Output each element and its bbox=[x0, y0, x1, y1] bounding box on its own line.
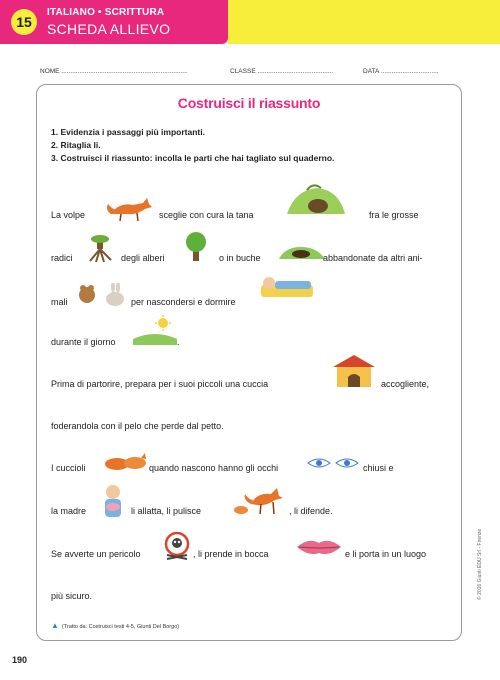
instruction-3: 3. Costruisci il riassunto: incolla le parti che hai tagliato sul quaderno. bbox=[51, 153, 335, 163]
text-segment: abbandonate da altri ani- bbox=[323, 253, 423, 263]
tree-icon bbox=[181, 231, 211, 263]
text-segment: quando nascono hanno gli occhi bbox=[149, 463, 279, 473]
source-note bbox=[51, 621, 179, 630]
cubs-icon bbox=[103, 451, 149, 473]
header-band bbox=[228, 0, 500, 44]
text-segment: mali bbox=[51, 297, 68, 307]
text-segment: , li difende. bbox=[289, 506, 333, 516]
text-segment: fra le grosse bbox=[369, 210, 419, 220]
exercise-box bbox=[36, 84, 462, 641]
page-number: 190 bbox=[12, 655, 28, 665]
text-segment: degli alberi bbox=[121, 253, 165, 263]
header-bar bbox=[0, 0, 228, 44]
text-segment: li allatta, li pulisce bbox=[131, 506, 202, 516]
nursing-icon bbox=[99, 484, 127, 520]
instruction-1: 1. Evidenzia i passaggi più importanti. bbox=[51, 127, 205, 137]
fox-icon bbox=[105, 196, 155, 222]
exercise-title: Costruisci il riassunto bbox=[177, 95, 321, 111]
text-segment: durante il giorno bbox=[51, 337, 116, 347]
sleeping-icon bbox=[257, 271, 317, 301]
date-field[interactable]: DATA ................................ bbox=[363, 68, 439, 75]
text-segment: chiusi e bbox=[363, 463, 394, 473]
text-segment: Prima di partorire, prepara per i suoi piccoli una cuccia bbox=[51, 379, 269, 389]
eyes-icon bbox=[335, 457, 359, 469]
text-segment: e li porta in un luogo bbox=[345, 549, 427, 559]
instructions bbox=[51, 126, 334, 165]
copyright: © 2016 Giunti EDU Srl - Firenze bbox=[477, 528, 483, 600]
text-segment: radici bbox=[51, 253, 73, 263]
arrow-icon: ▲ bbox=[51, 621, 59, 630]
text-segment: più sicuro. bbox=[51, 591, 93, 601]
text-segment: foderandola con il pelo che perde dal petto. bbox=[51, 421, 224, 431]
text-segment: sceglie con cura la tana bbox=[159, 210, 254, 220]
roots-icon bbox=[86, 235, 114, 263]
text-segment: accogliente, bbox=[381, 379, 430, 389]
text-segment: , li prende in bocca bbox=[193, 549, 269, 559]
doghouse-icon bbox=[329, 353, 379, 389]
eyes-icon bbox=[307, 457, 331, 469]
hole-icon bbox=[277, 239, 327, 261]
source-text: (Tratto da: Costruisci testi 4-5, Giunti Del Borgo) bbox=[61, 624, 180, 630]
subject-label: ITALIANO • SCRITTURA bbox=[47, 7, 165, 18]
student-info-row bbox=[40, 68, 460, 80]
text-segment: . bbox=[177, 337, 180, 347]
instruction-2: 2. Ritaglia li. bbox=[51, 140, 101, 150]
mouth-icon bbox=[295, 537, 343, 557]
class-field[interactable]: CLASSE .......................................... bbox=[230, 68, 334, 75]
animals-icon bbox=[77, 283, 129, 309]
text-segment: I cuccioli bbox=[51, 463, 86, 473]
text-segment: La volpe bbox=[51, 210, 86, 220]
den-icon bbox=[285, 182, 347, 216]
name-field[interactable]: NOME ...................................................................... bbox=[40, 68, 188, 75]
sun-meadow-icon bbox=[133, 315, 177, 345]
text-segment: o in buche bbox=[219, 253, 261, 263]
fox-family-icon bbox=[233, 486, 287, 516]
danger-icon bbox=[161, 531, 193, 561]
text-segment: la madre bbox=[51, 506, 87, 516]
sheet-title: SCHEDA ALLIEVO bbox=[47, 21, 171, 37]
sheet-number: 15 bbox=[11, 9, 37, 35]
text-segment: Se avverte un pericolo bbox=[51, 549, 141, 559]
text-segment: per nascondersi e dormire bbox=[131, 297, 236, 307]
